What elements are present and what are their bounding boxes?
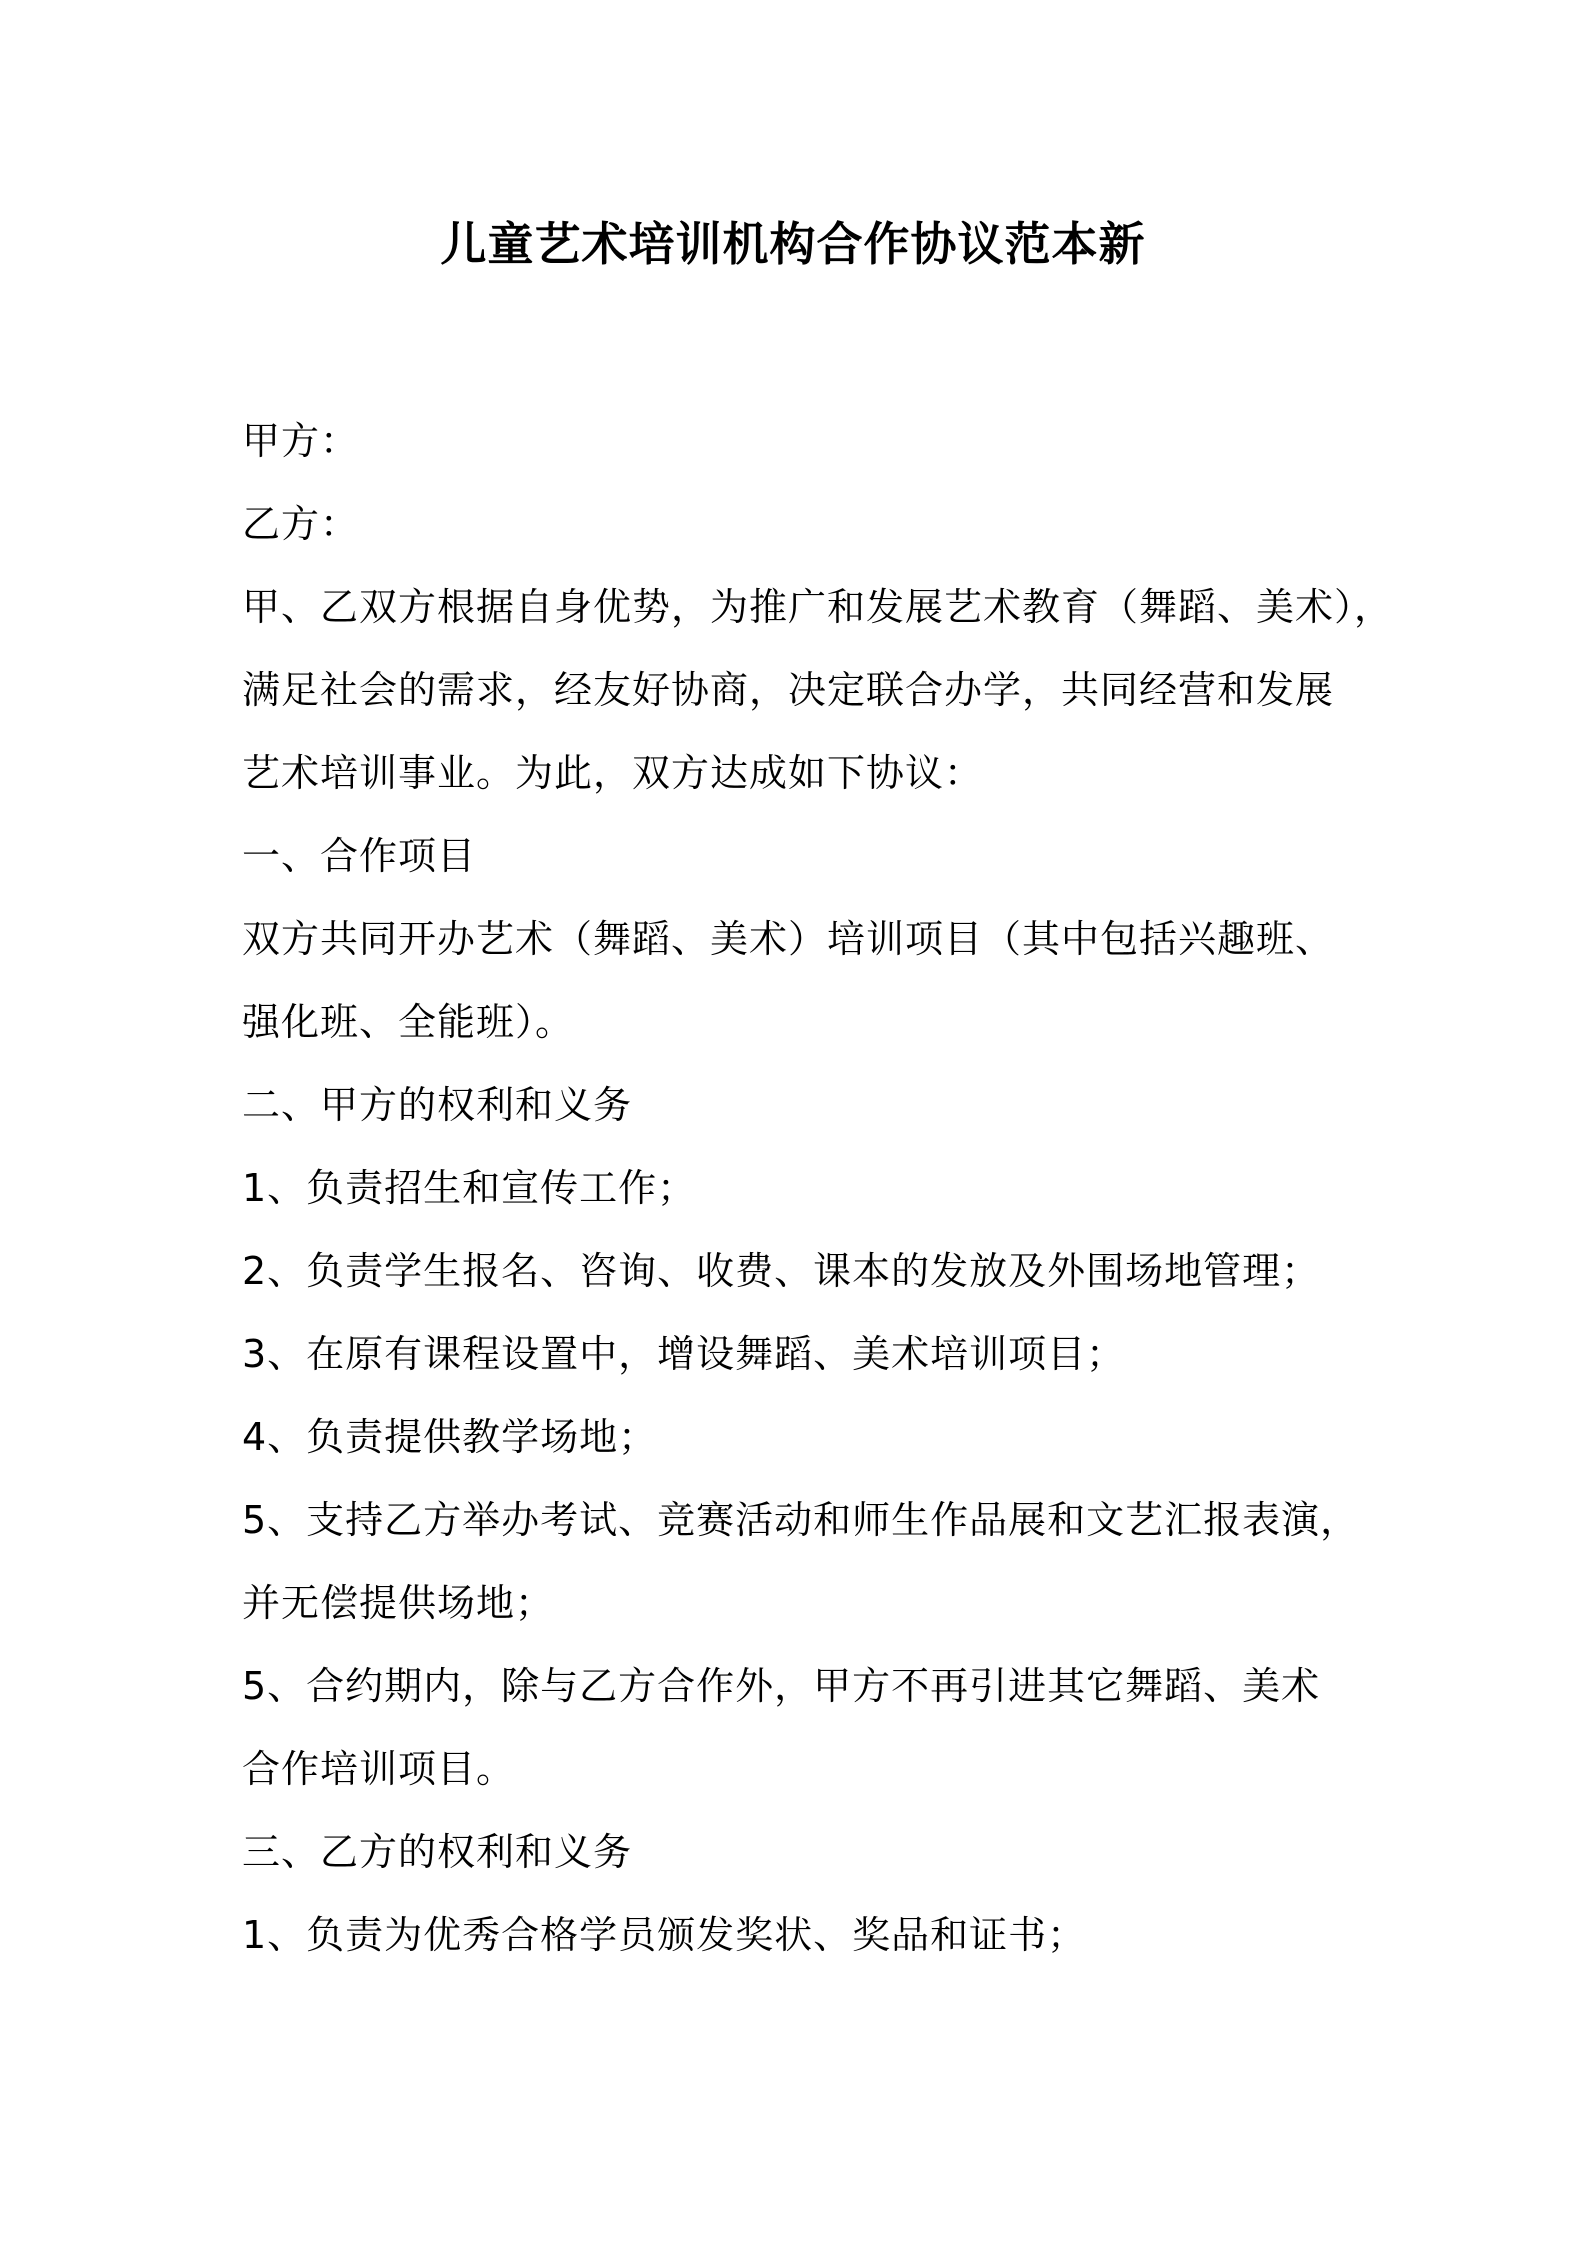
preamble-line: 满足社会的需求，经友好协商，决定联合办学，共同经营和发展: [242, 668, 1335, 712]
paragraph-line: 双方共同开办艺术（舞蹈、美术）培训项目（其中包括兴趣班、: [242, 917, 1335, 961]
document-body: [242, 400, 1394, 1977]
list-item: 5、支持乙方举办考试、竞赛活动和师生作品展和文艺汇报表演，: [242, 1498, 1360, 1542]
list-item: 5、合约期内，除与乙方合作外，甲方不再引进其它舞蹈、美术: [242, 1664, 1321, 1708]
list-item-continuation: 合作培训项目。: [242, 1747, 516, 1791]
section-heading: 三、乙方的权利和义务: [242, 1830, 633, 1874]
preamble-line: 艺术培训事业。为此，双方达成如下协议：: [242, 751, 984, 795]
section-heading: 一、合作项目: [242, 834, 477, 878]
document-title: 儿童艺术培训机构合作协议范本新: [440, 217, 1146, 271]
party-a-line: 甲方：: [242, 419, 360, 463]
paragraph-line: 强化班、全能班）。: [242, 1000, 575, 1044]
list-item: 2、负责学生报名、咨询、收费、课本的发放及外围场地管理；: [242, 1249, 1321, 1293]
party-b-line: 乙方：: [242, 502, 360, 546]
list-item: 1、负责招生和宣传工作；: [242, 1166, 697, 1210]
list-item: 1、负责为优秀合格学员颁发奖状、奖品和证书；: [242, 1913, 1087, 1957]
list-item: 3、在原有课程设置中，增设舞蹈、美术培训项目；: [242, 1332, 1126, 1376]
section-heading: 二、甲方的权利和义务: [242, 1083, 633, 1127]
list-item: 4、负责提供教学场地；: [242, 1415, 658, 1459]
list-item-continuation: 并无偿提供场地；: [242, 1581, 555, 1625]
preamble-line: 甲、乙双方根据自身优势，为推广和发展艺术教育（舞蹈、美术），: [242, 585, 1394, 629]
